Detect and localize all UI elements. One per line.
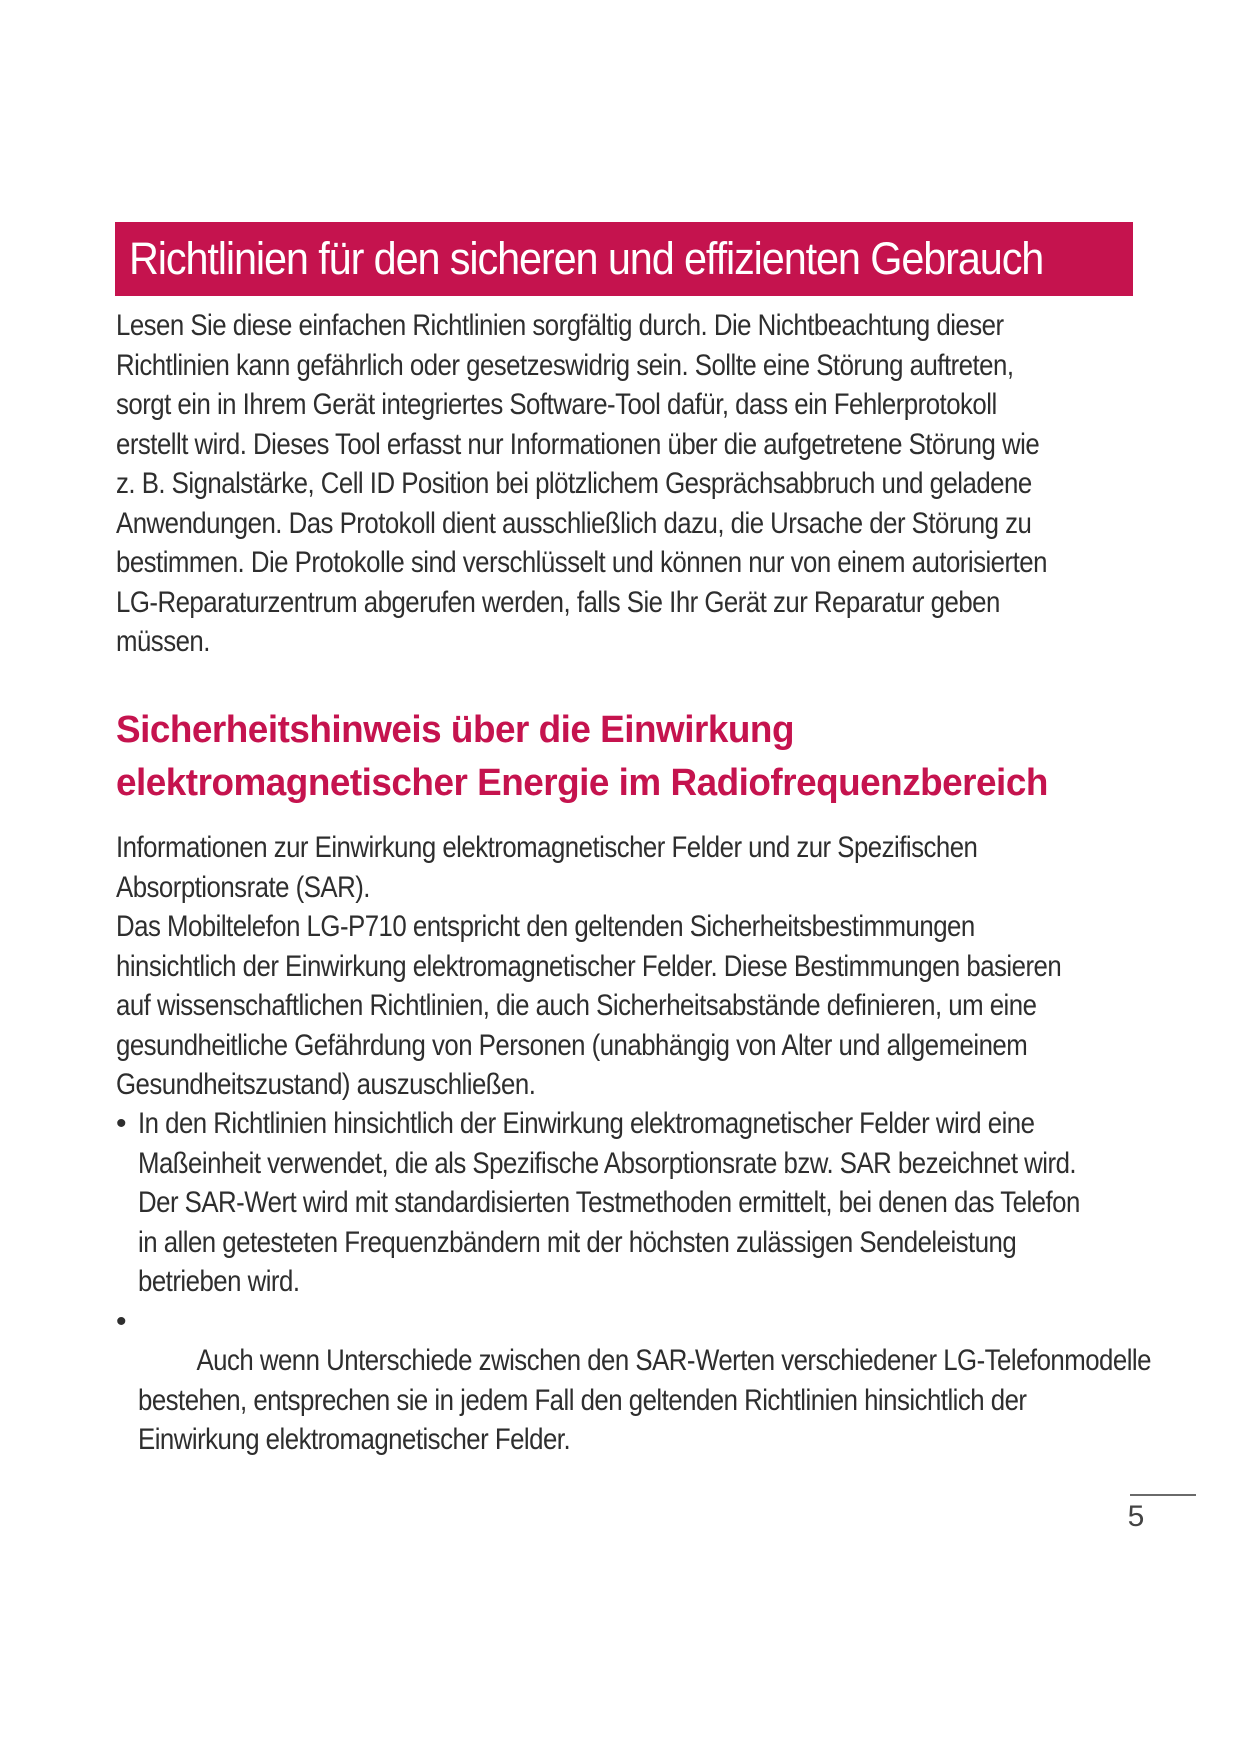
text-line: auf wissenschaftlichen Richtlinien, die auch Sicherheitsabstände definieren, um eine bbox=[116, 989, 1037, 1022]
text-line: erstellt wird. Dieses Tool erfasst nur Informationen über die aufgetretene Störung wie bbox=[116, 427, 1040, 461]
text-line: Auch wenn Unterschiede zwischen den SAR-Werten verschiedener LG-Telefonmodelle bbox=[191, 1344, 1151, 1377]
heading-line: Sicherheitshinweis über die Einwirkung bbox=[116, 709, 794, 751]
text-line: Maßeinheit verwendet, die als Spezifische Absorptionsrate bzw. SAR bezeichnet wird. bbox=[138, 1146, 1077, 1180]
text-line: Das Mobiltelefon LG-P710 entspricht den geltenden Sicherheitsbestimmungen bbox=[116, 910, 975, 943]
sar-paragraph bbox=[116, 828, 1131, 1105]
bullet-marker: • bbox=[116, 1107, 127, 1140]
bullet-text bbox=[138, 1104, 1136, 1302]
text-line: Einwirkung elektromagnetischer Felder. bbox=[138, 1423, 571, 1456]
text-line: sorgt ein in Ihrem Gerät integriertes Software-Tool dafür, dass ein Fehlerprotokoll bbox=[116, 388, 997, 421]
text-line: bestimmen. Die Protokolle sind verschlüsselt und können nur von einem autorisierten bbox=[116, 546, 1047, 579]
text-line: Richtlinien kann gefährlich oder gesetzeswidrig sein. Sollte eine Störung auftreten, bbox=[116, 348, 1014, 382]
bullet-marker: • bbox=[116, 1304, 127, 1338]
text-line: In den Richtlinien hinsichtlich der Einwirkung elektromagnetischer Felder wird eine bbox=[138, 1107, 1035, 1140]
text-line: LG-Reparaturzentrum abgerufen werden, falls Sie Ihr Gerät zur Reparatur geben bbox=[116, 585, 1000, 619]
bullet-text bbox=[138, 1302, 1151, 1500]
text-line: müssen. bbox=[116, 625, 210, 658]
bullet-list bbox=[116, 1104, 1151, 1499]
text-line: Der SAR-Wert wird mit standardisierten Testmethoden ermittelt, bei denen das Telefon bbox=[138, 1186, 1080, 1219]
text-line: Absorptionsrate (SAR). bbox=[116, 870, 370, 904]
text-line: betrieben wird. bbox=[138, 1265, 300, 1298]
text-line: Lesen Sie diese einfachen Richtlinien sorgfältig durch. Die Nichtbeachtung dieser bbox=[116, 309, 1004, 342]
footer-divider bbox=[1130, 1494, 1196, 1496]
section-heading bbox=[116, 704, 1144, 810]
text-line: Anwendungen. Das Protokoll dient ausschließlich dazu, die Ursache der Störung zu bbox=[116, 506, 1032, 540]
text-line: in allen getesteten Frequenzbändern mit der höchsten zulässigen Sendeleistung bbox=[138, 1225, 1017, 1259]
text-line: bestehen, entsprechen sie in jedem Fall den geltenden Richtlinien hinsichtlich der bbox=[138, 1383, 1027, 1417]
text-line: gesundheitliche Gefährdung von Personen (unabhängig von Alter und allgemeinem bbox=[116, 1028, 1028, 1062]
page-title: Richtlinien für den sicheren und effizienten Gebrauch bbox=[129, 233, 1044, 284]
text-line: Informationen zur Einwirkung elektromagnetischer Felder und zur Spezifischen bbox=[116, 831, 978, 864]
page-number: 5 bbox=[1127, 1500, 1145, 1533]
text-line: Gesundheitszustand) auszuschließen. bbox=[116, 1068, 536, 1101]
heading-line: elektromagnetischer Energie im Radiofrequenzbereich bbox=[116, 762, 1048, 804]
list-item bbox=[116, 1104, 1126, 1302]
text-line: z. B. Signalstärke, Cell ID Position bei plötzlichem Gesprächsabbruch und geladene bbox=[116, 467, 1032, 500]
list-item bbox=[116, 1302, 1151, 1500]
intro-paragraph bbox=[116, 306, 1131, 662]
text-line: hinsichtlich der Einwirkung elektromagnetischer Felder. Diese Bestimmungen basieren bbox=[116, 949, 1062, 983]
title-banner bbox=[115, 222, 1133, 296]
